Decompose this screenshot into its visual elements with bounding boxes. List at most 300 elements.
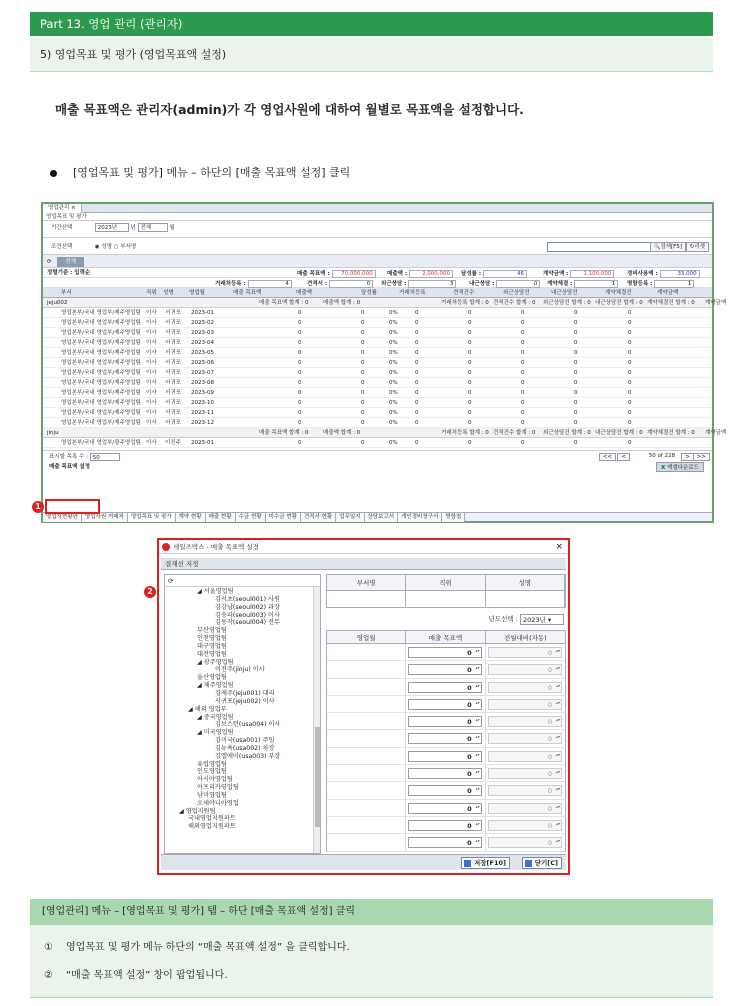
tree-node[interactable]: 대전영업팀 xyxy=(197,650,227,658)
grid-cell: 2023-11 xyxy=(191,410,214,416)
excel-icon: X xyxy=(660,465,668,471)
grid-cell: 0 xyxy=(574,360,578,366)
grid-cell: 0 xyxy=(361,400,365,406)
month-select[interactable]: 전체 xyxy=(138,223,168,232)
grid-cell: 0% xyxy=(389,380,398,386)
mom-cell xyxy=(486,679,565,695)
target-amount-input[interactable]: 0 ▴▾ xyxy=(408,664,481,675)
mom-amount-input: 0 ▴▾ xyxy=(488,768,562,779)
mom-amount-input: 0 ▴▾ xyxy=(488,785,562,796)
grid-cell: 0 xyxy=(361,350,365,356)
target-table-body xyxy=(326,644,566,852)
kv-label: 계약금액 : xyxy=(543,271,569,277)
bullet-dot-icon xyxy=(50,170,57,177)
table-row[interactable] xyxy=(43,378,712,388)
mom-cell xyxy=(486,661,565,677)
tree-node[interactable]: 김서초(seoul001) 사원 xyxy=(215,595,280,603)
grid-cell: 영업본부/국내 영업부/제주영업팀 xyxy=(61,340,141,346)
grid-cell: 2023-01 xyxy=(191,310,214,316)
radio-dept-label: 부서명 xyxy=(120,244,137,250)
all-button[interactable]: 전체 xyxy=(57,257,84,267)
grid-cell: 0 xyxy=(415,420,419,426)
target-amount-input[interactable]: 0 ▴▾ xyxy=(408,716,481,727)
grid-cell: 0 xyxy=(298,380,302,386)
approval-section-header: 결재선 지정 xyxy=(161,558,566,570)
condition-row xyxy=(43,240,712,254)
target-cell xyxy=(406,782,485,798)
grid-cell: 0 xyxy=(521,320,525,326)
grid-cell: 2023-03 xyxy=(191,330,214,336)
target-row xyxy=(326,644,566,661)
month-cell xyxy=(327,661,406,677)
mom-amount-input: 0 ▴▾ xyxy=(488,716,562,727)
grid-cell: 거래처등록 합계 : 0 xyxy=(441,430,489,436)
table-row[interactable] xyxy=(43,348,712,358)
tree-node[interactable]: 아프리카영업팀 xyxy=(197,784,239,792)
target-amount-input[interactable]: 0 ▴▾ xyxy=(408,647,481,658)
caption-number: ① xyxy=(44,942,53,953)
grid-cell: 0 xyxy=(521,340,525,346)
target-row xyxy=(326,765,566,782)
sales-management-window xyxy=(41,202,727,523)
tree-node[interactable]: ◢ 중국영업팀 xyxy=(197,713,234,721)
grid-cell: 서귀포 xyxy=(165,330,181,336)
tree-node[interactable]: ◢ 미국영업팀 xyxy=(197,729,234,737)
popup-title: 세일즈박스 - 매출 목표액 설정 xyxy=(173,543,259,551)
table-row[interactable] xyxy=(43,328,712,338)
bottom-tab[interactable]: 매출 현황 xyxy=(206,513,236,522)
grid-cell: 0 xyxy=(574,370,578,376)
grid-cell: 계약금액 xyxy=(705,430,727,436)
grid-cell: 0 xyxy=(298,410,302,416)
grid-cell: 영업본부/국내 영업부/제주영업팀 xyxy=(61,410,141,416)
mom-cell xyxy=(486,696,565,712)
year-select[interactable]: 2023년 xyxy=(95,223,129,232)
position-col-header: 직위 xyxy=(406,575,485,590)
grid-cell: 0% xyxy=(389,420,398,426)
grid-cell: 이사 xyxy=(146,330,157,336)
grid-cell: 0 xyxy=(361,380,365,386)
kv-label: 내근상담 : xyxy=(469,281,495,287)
tree-node[interactable]: 유럽영업팀 xyxy=(197,760,227,768)
tree-node[interactable]: 김동작(seoul004) 전무 xyxy=(215,619,280,627)
kv-label: 외근상담 : xyxy=(381,281,407,287)
target-cell xyxy=(406,765,485,781)
grid-cell: 거래처등록 합계 : 0 xyxy=(441,300,489,306)
reset-button[interactable]: ↻리셋 xyxy=(686,242,709,252)
grid-cell: 0 xyxy=(574,440,578,446)
bottom-tab[interactable]: 계약 현황 xyxy=(176,513,206,522)
grid-cell: 영업본부/국내 영업부/제주영업팀 xyxy=(61,380,141,386)
tree-node[interactable]: 부산영업팀 xyxy=(197,627,227,635)
employee-header xyxy=(326,574,566,591)
target-cell xyxy=(406,696,485,712)
tree-scrollbar[interactable] xyxy=(313,587,320,853)
target-row xyxy=(326,782,566,799)
period-row xyxy=(43,221,712,235)
kv-value: 1 xyxy=(574,280,618,288)
kv-label: 명함등록 : xyxy=(627,281,653,287)
grid-cell: 0 xyxy=(521,440,525,446)
tree-node[interactable]: 김송파(seoul003) 이사 xyxy=(215,611,280,619)
grid-cell: 0 xyxy=(415,380,419,386)
refresh-icon[interactable]: ⟳ xyxy=(47,259,52,265)
grid-cell: 0 xyxy=(468,370,472,376)
grid-group-jeju002 xyxy=(43,298,727,308)
kv-label: 달성률 : xyxy=(461,271,482,277)
kv-label: 계약체결 : xyxy=(547,281,573,287)
table-row[interactable] xyxy=(43,408,712,418)
target-row xyxy=(326,817,566,834)
table-row[interactable] xyxy=(43,398,712,408)
tree-node[interactable]: ◢ 제주영업팀 xyxy=(197,682,234,690)
grid-cell: 이진주 xyxy=(165,440,181,446)
grid-cell: 0% xyxy=(389,330,398,336)
target-amount-input[interactable]: 0 ▴▾ xyxy=(408,751,481,762)
grid-cell: 0 xyxy=(415,360,419,366)
tab-sales-management[interactable]: 영업관리 × xyxy=(43,204,82,213)
tree-node[interactable]: 인천영업팀 xyxy=(197,635,227,643)
month-unit: 월 xyxy=(169,225,175,231)
grid-cell: 서귀포 xyxy=(165,310,181,316)
grid-cell: 0 xyxy=(628,400,632,406)
bottom-tab[interactable]: 견적서 현황 xyxy=(301,513,336,522)
grid-cell: 2023-05 xyxy=(191,350,214,356)
tree-node[interactable]: 김보스턴(usa004) 이사 xyxy=(215,721,281,729)
kv-label: 견적서 : xyxy=(307,281,328,287)
target-col-header: 매출 목표액 xyxy=(406,631,485,643)
grid-cell: 0 xyxy=(468,400,472,406)
grid-cell: 이사 xyxy=(146,400,157,406)
tree-toolbar xyxy=(165,575,320,587)
target-amount-input[interactable]: 0 ▴▾ xyxy=(408,699,481,710)
mom-cell xyxy=(486,730,565,746)
grid-cell: 0 xyxy=(415,410,419,416)
grid-cell: 0 xyxy=(361,360,365,366)
table-row[interactable] xyxy=(43,318,712,328)
dept-col-header: 부서명 xyxy=(327,575,406,590)
target-amount-input[interactable]: 0 ▴▾ xyxy=(408,733,481,744)
target-amount-input[interactable]: 0 ▴▾ xyxy=(408,820,481,831)
grid-cell: 2023-06 xyxy=(191,360,214,366)
radio-dept[interactable]: ○ 부서명 xyxy=(113,244,137,250)
kv-value: 1,100,000 xyxy=(570,270,614,278)
grid-cell: 0 xyxy=(521,310,525,316)
grid-cell: 0 xyxy=(574,400,578,406)
set-target-button[interactable]: 매출 목표액 설정 xyxy=(49,464,91,470)
grid-cell: 계약체결건 합계 : 0 xyxy=(647,300,695,306)
target-cell xyxy=(406,644,485,660)
grid-cell: 서귀포 xyxy=(165,350,181,356)
last-page-button[interactable]: >> xyxy=(693,453,710,461)
kv-value: 0 xyxy=(496,280,540,288)
tree-nodes xyxy=(165,587,320,831)
target-row xyxy=(326,748,566,765)
grid-cell: 0 xyxy=(298,350,302,356)
tree-node[interactable]: 대구영업팀 xyxy=(197,642,227,650)
pager-row xyxy=(43,450,712,462)
month-cell xyxy=(327,730,406,746)
grid-cell: 0 xyxy=(574,340,578,346)
table-row[interactable] xyxy=(43,308,712,318)
scroll-thumb[interactable] xyxy=(315,727,320,827)
group-label: jinju xyxy=(47,430,59,436)
tree-node[interactable]: 남미영업팀 xyxy=(197,791,227,799)
search-input[interactable] xyxy=(547,242,657,252)
grid-cell: 서귀포 xyxy=(165,360,181,366)
grid-cell: 2023-08 xyxy=(191,380,214,386)
grid-cell: 서귀포 xyxy=(165,340,181,346)
grid-cell: 0% xyxy=(389,350,398,356)
grid-cell: 0 xyxy=(521,420,525,426)
close-door-icon xyxy=(525,860,532,867)
grid-cell: 이사 xyxy=(146,360,157,366)
tree-node[interactable]: 김제주(jeju001) 대리 xyxy=(215,689,275,697)
caption-number: ② xyxy=(44,970,53,981)
target-cell xyxy=(406,713,485,729)
caption-text: “매출 목표액 설정” 창이 팝업됩니다. xyxy=(66,970,228,981)
grid-cell: 이사 xyxy=(146,390,157,396)
target-row xyxy=(326,679,566,696)
tree-node[interactable]: 인도영업팀 xyxy=(197,768,227,776)
grid-cell: 영업본부/국내 영업부/광주영업팀 xyxy=(61,440,141,446)
tree-node[interactable]: ◢ 서울영업팀 xyxy=(197,588,234,595)
grid-cell: 0 xyxy=(415,350,419,356)
grid-cell: 0 xyxy=(415,370,419,376)
grid-cell: 서귀포 xyxy=(165,320,181,326)
save-button[interactable] xyxy=(461,857,510,869)
sales-grid xyxy=(43,288,727,448)
search-button[interactable]: 🔍검색[F5] xyxy=(650,242,686,252)
grid-cell: 0 xyxy=(628,330,632,336)
grid-cell: 매출액 합계 : 0 xyxy=(323,430,361,436)
tree-node[interactable]: 오세아니아영업 xyxy=(197,799,239,807)
grid-cell: 서귀포 xyxy=(165,370,181,376)
grid-cell: 계약금액 xyxy=(705,300,727,306)
tree-node[interactable]: ◢ 해외 영업부 xyxy=(188,705,227,713)
grid-cell: 이사 xyxy=(146,380,157,386)
tree-node[interactable]: ◢ 광주영업팀 xyxy=(197,658,234,666)
caption-body xyxy=(30,925,713,998)
caption-item-1 xyxy=(44,938,350,953)
grid-cell: 0 xyxy=(468,350,472,356)
mom-cell xyxy=(486,800,565,816)
grid-cell: 0 xyxy=(298,340,302,346)
grid-cell: 0 xyxy=(468,320,472,326)
grid-cell: 2023-07 xyxy=(191,370,214,376)
grid-cell: 0 xyxy=(415,400,419,406)
grid-cell: 견적건수 합계 : 0 xyxy=(493,300,536,306)
grid-cell: 0% xyxy=(389,320,398,326)
grid-cell: 0 xyxy=(415,440,419,446)
month-col-header: 영업월 xyxy=(327,631,406,643)
bottom-tab[interactable]: 개인경비청구서 xyxy=(398,513,442,522)
grid-group-jinju xyxy=(43,428,727,438)
summary-row-2 xyxy=(43,278,712,288)
target-amount-input[interactable]: 0 ▴▾ xyxy=(408,768,481,779)
grid-cell: 0 xyxy=(628,440,632,446)
tree-node[interactable]: 국내영업지원파트 xyxy=(188,815,236,823)
bottom-tab[interactable]: 미수금 현황 xyxy=(266,513,301,522)
grid-cell: 0 xyxy=(574,380,578,386)
bottom-tab[interactable]: 영업자현황판 xyxy=(43,513,82,522)
grid-cell: 0 xyxy=(361,410,365,416)
tree-node[interactable]: ◢ 영업지원팀 xyxy=(179,807,216,815)
tree-node[interactable]: 서귀포(jeju002) 이사 xyxy=(215,697,275,705)
target-row xyxy=(326,696,566,713)
mom-cell xyxy=(486,782,565,798)
close-icon[interactable]: × xyxy=(555,542,563,552)
tree-node[interactable]: 김뉴욕(usa002) 차장 xyxy=(215,744,275,752)
grid-cell: 0 xyxy=(521,390,525,396)
target-amount-input[interactable]: 0 ▴▾ xyxy=(408,785,481,796)
grid-cell: 0 xyxy=(468,340,472,346)
grid-cell: 0 xyxy=(415,390,419,396)
target-row xyxy=(326,800,566,817)
year-select[interactable]: 2023년 ▾ xyxy=(520,614,564,625)
grid-cell: 0 xyxy=(468,330,472,336)
grid-cell: 0 xyxy=(468,380,472,386)
grid-cell: 영업본부/국내 영업부/제주영업팀 xyxy=(61,370,141,376)
target-cell xyxy=(406,834,485,850)
target-amount-input[interactable]: 0 ▴▾ xyxy=(408,803,481,814)
grid-cell: 영업본부/국내 영업부/제주영업팀 xyxy=(61,400,141,406)
mom-cell xyxy=(486,834,565,850)
grid-cell: 0% xyxy=(389,360,398,366)
grid-cell: 0 xyxy=(415,330,419,336)
section-header: 5) 영업목표 및 평가 (영업목표액 설정) xyxy=(30,38,713,72)
caption-title: [영업관리] 메뉴 – [영업목표 및 평가] 탭 – 하단 [매출 목표액 설정] 클릭 xyxy=(30,899,713,925)
grid-cell: 견적건수 합계 : 0 xyxy=(493,430,536,436)
grid-cell: 영업본부/국내 영업부/제주영업팀 xyxy=(61,420,141,426)
grid-cell: 0 xyxy=(361,370,365,376)
target-cell xyxy=(406,730,485,746)
target-table-header xyxy=(326,630,566,644)
grid-cell: 영업본부/국내 영업부/제주영업팀 xyxy=(61,350,141,356)
summary-row-1 xyxy=(43,268,712,278)
close-button[interactable] xyxy=(522,857,562,869)
grid-cell: 0% xyxy=(389,390,398,396)
tree-node[interactable]: 아시아영업팀 xyxy=(197,776,233,784)
grid-cell: 내근상담건 xyxy=(551,290,578,296)
tree-node[interactable]: 김강남(seoul002) 과장 xyxy=(215,603,280,611)
grid-cell: 견적건수 xyxy=(453,290,475,296)
target-cell xyxy=(406,800,485,816)
excel-download-button[interactable] xyxy=(656,462,704,472)
month-cell xyxy=(327,765,406,781)
grid-cell: 0 xyxy=(298,360,302,366)
name-col-header: 성명 xyxy=(486,575,565,590)
employee-info-row xyxy=(326,591,566,608)
grid-cell: 0 xyxy=(468,410,472,416)
refresh-icon[interactable]: ⟳ xyxy=(168,577,174,585)
first-page-button[interactable]: << xyxy=(599,453,616,461)
grid-cell: 이사 xyxy=(146,370,157,376)
table-row[interactable] xyxy=(43,438,712,448)
grid-cell: 영업본부/국내 영업부/제주영업팀 xyxy=(61,320,141,326)
grid-cell: 영업월 xyxy=(189,290,205,296)
tree-node[interactable]: 울산영업팀 xyxy=(197,674,227,682)
window-tabs xyxy=(43,204,712,213)
grid-cell: 0 xyxy=(628,350,632,356)
grid-cell: 0 xyxy=(468,360,472,366)
kv-value: 2,000,000 xyxy=(409,270,453,278)
grid-cell: 이사 xyxy=(146,320,157,326)
kv-value: 1 xyxy=(654,280,694,288)
instruction-text: [영업목표 및 평가] 메뉴 – 하단의 [매출 목표액 설정] 클릭 xyxy=(73,166,351,179)
grid-cell: 서귀포 xyxy=(165,420,181,426)
grid-cell: 매출 목표액 합계 : 0 xyxy=(259,430,309,436)
bottom-tab[interactable]: 상담보고서 xyxy=(365,513,399,522)
kv-value: 33,000 xyxy=(660,270,700,278)
grid-cell: 이사 xyxy=(146,410,157,416)
bottom-tab[interactable]: 영업사원 거래처 xyxy=(82,513,128,522)
grid-cell: 0 xyxy=(361,330,365,336)
callout-badge-2: 2 xyxy=(144,586,156,598)
grid-cell: 0% xyxy=(389,400,398,406)
grid-cell: 0 xyxy=(415,340,419,346)
table-row[interactable] xyxy=(43,388,712,398)
grid-cell: 2023-04 xyxy=(191,340,214,346)
next-page-button[interactable]: > xyxy=(681,453,694,461)
grid-cell: 매출 목표액 합계 : 0 xyxy=(259,300,309,306)
bottom-tab[interactable]: 수금 현황 xyxy=(236,513,266,522)
grid-cell: 0 xyxy=(521,370,525,376)
grid-cell: 0 xyxy=(361,420,365,426)
grid-cell: 0 xyxy=(521,360,525,366)
radio-name[interactable]: ◉ 성명 xyxy=(94,244,112,250)
grid-cell: 0 xyxy=(574,350,578,356)
grid-cell: 영업본부/국내 영업부/제주영업팀 xyxy=(61,360,141,366)
grid-cell: 2023-02 xyxy=(191,320,214,326)
table-row[interactable] xyxy=(43,358,712,368)
grid-cell: 매출액 합계 : 0 xyxy=(323,300,361,306)
month-cell xyxy=(327,800,406,816)
grid-cell: 0 xyxy=(361,320,365,326)
grid-cell: 0% xyxy=(389,370,398,376)
grid-cell: 내근상담건 합계 : 0 xyxy=(595,430,643,436)
mom-amount-input: 0 ▴▾ xyxy=(488,733,562,744)
grid-cell: 0 xyxy=(298,400,302,406)
page-size-label: 표시할 목록 수 : xyxy=(49,454,88,460)
table-row[interactable] xyxy=(43,338,712,348)
tree-node[interactable]: 김미국(usa001) 주임 xyxy=(215,737,275,745)
mom-cell xyxy=(486,644,565,660)
tree-node[interactable]: 이진주(jinju) 이사 xyxy=(215,666,265,674)
grid-cell: 0 xyxy=(574,420,578,426)
bottom-tab[interactable]: 업무일지 xyxy=(336,513,364,522)
tree-node[interactable]: 김엘에이(usa003) 부장 xyxy=(215,752,281,760)
grid-cell: 서귀포 xyxy=(165,410,181,416)
grid-cell: 0 xyxy=(574,390,578,396)
bottom-tab[interactable]: 영업목표 및 평가 xyxy=(128,513,176,522)
bottom-tab[interactable]: 명함첩 xyxy=(442,513,465,522)
grid-cell: 이사 xyxy=(146,350,157,356)
tree-node[interactable]: 해외영업지원파트 xyxy=(188,823,236,831)
grid-cell: 0 xyxy=(628,380,632,386)
grid-cell: 서귀포 xyxy=(165,400,181,406)
target-cell xyxy=(406,661,485,677)
grid-cell: 0 xyxy=(521,380,525,386)
prev-page-button[interactable]: < xyxy=(617,453,630,461)
table-row[interactable] xyxy=(43,418,712,428)
grid-cell: 0 xyxy=(628,420,632,426)
target-amount-input[interactable]: 0 ▴▾ xyxy=(408,682,481,693)
table-row[interactable] xyxy=(43,368,712,378)
target-row xyxy=(326,730,566,747)
page-size-select[interactable]: 50 xyxy=(90,453,120,461)
target-amount-input[interactable]: 0 ▴▾ xyxy=(408,837,481,848)
